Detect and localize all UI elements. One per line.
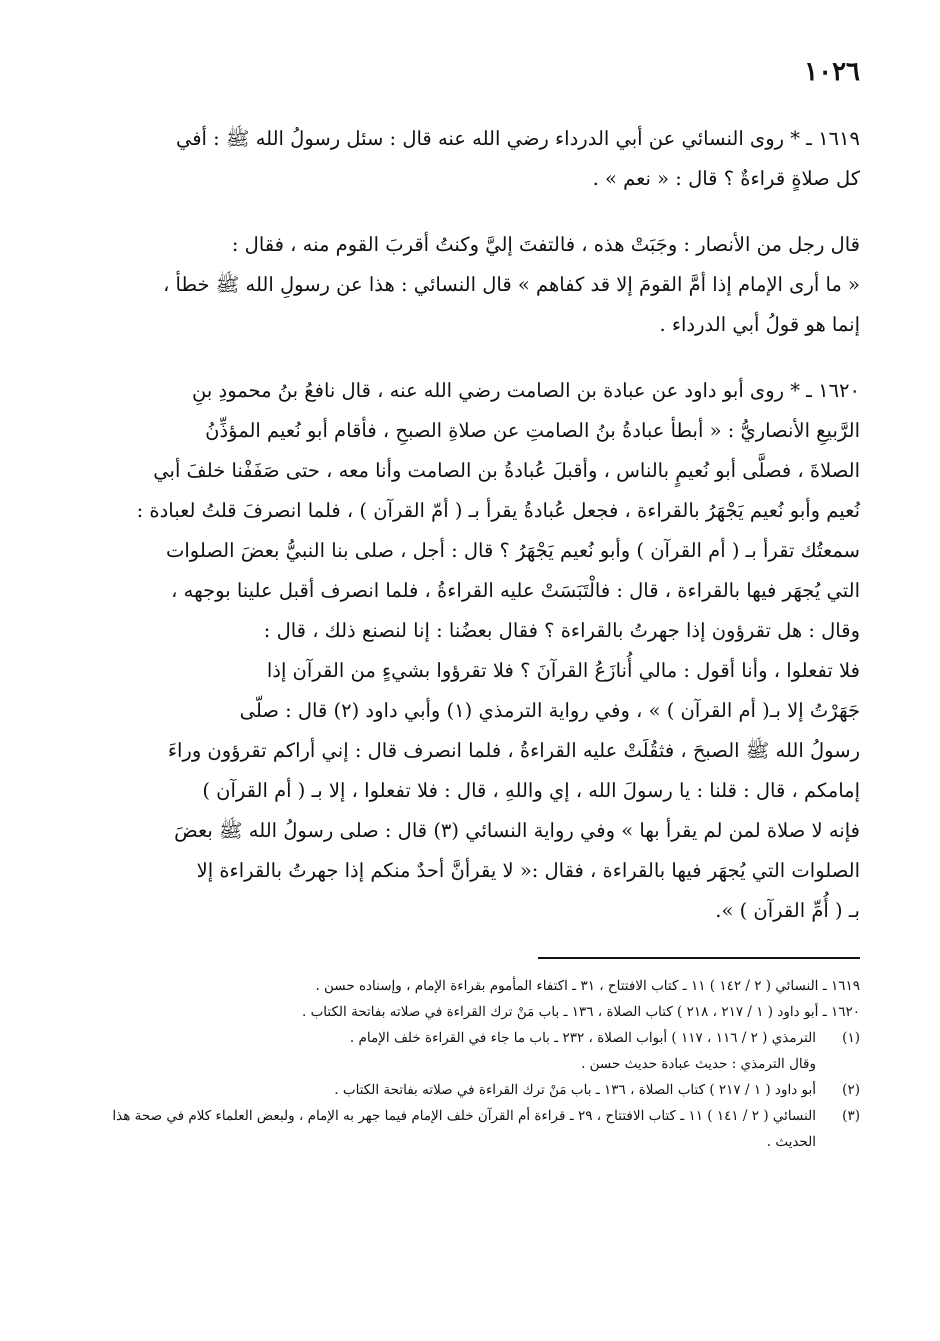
footnote-marker: (١) bbox=[842, 1030, 860, 1046]
text-line: ١٦١٩ ـ * روى النسائي عن أبي الدرداء رضي الله عنه قال : سئل رسولُ الله ﷺ : أفي bbox=[175, 127, 860, 150]
text-line: سمعتُك تقرأ بـ ( أم القرآن ) وأبو نُعيم يَجْهَرُ ؟ قال : أجل ، صلى بنا النبيُّ بعضَ الصلوات bbox=[165, 539, 860, 562]
footnote bbox=[112, 1103, 860, 1155]
text-line: نُعيم وأبو نُعيم يَجْهَرُ بالقراءة ، فجعل عُبادةُ يقرأ بـ ( أمّ القرآن ) ، فلما انصرفَ قلتُ لعبادة : bbox=[136, 499, 860, 522]
footnote-text: وقال الترمذي : حديث عبادة حديث حسن . bbox=[581, 1056, 816, 1072]
hadith-1619-commentary bbox=[112, 225, 860, 345]
footnote-marker: (٢) bbox=[842, 1082, 860, 1098]
text-line: « ما أرى الإمام إذا أمَّ القومَ إلا قد كفاهم » قال النسائي : هذا عن رسولِ الله ﷺ خطأ ، bbox=[163, 273, 860, 296]
footnote-text: ١٦٢٠ ـ أبو داود ( ١ / ٢١٧ ، ٢١٨ ) كتاب الصلاة ، ١٣٦ ـ باب مَنْ ترك القراءة في صلاته بفاتحة الكتاب . bbox=[302, 1004, 860, 1020]
text-line: التي يُجهَر فيها بالقراءة ، قال : فالْتَبَسَتْ عليه القراءةُ ، فلما انصرف أقبل علينا بوجهه ، bbox=[171, 579, 860, 602]
footnote bbox=[112, 1051, 860, 1077]
footnote-text: النسائي ( ٢ / ١٤١ ) ١١ ـ كتاب الافتتاح ، ٢٩ ـ قراءة أم القرآن خلف الإمام فيما جهر به الإمام ، ولبعض العلماء كلام في صحة هذا الحديث . bbox=[112, 1108, 816, 1150]
page-number: ١٠٢٦ bbox=[804, 57, 860, 87]
footnote bbox=[112, 1077, 860, 1103]
footnotes bbox=[112, 973, 860, 1155]
footnote bbox=[112, 999, 860, 1025]
text-line: جَهَرْتُ إلا بـ( أم القرآن ) » ، وفي رواية الترمذي (١) وأبي داود (٢) قال : صلّى bbox=[239, 699, 860, 722]
footnote bbox=[112, 973, 860, 999]
footnote bbox=[112, 1025, 860, 1051]
text-line: رسولُ الله ﷺ الصبحَ ، فثقُلَتْ عليه القراءةُ ، فلما انصرف قال : إني أراكم تقرؤون وراءَ bbox=[167, 739, 860, 762]
text-line: فإنه لا صلاة لمن لم يقرأ بها » وفي رواية النسائي (٣) قال : صلى رسولُ الله ﷺ بعضَ bbox=[174, 819, 860, 842]
footnote-divider bbox=[538, 957, 860, 959]
text-line: كل صلاةٍ قراءةٌ ؟ قال : « نعم » . bbox=[592, 167, 860, 190]
footnote-marker: (٣) bbox=[842, 1108, 860, 1124]
text-line: وقال : هل تقرؤون إذا جهرتُ بالقراءة ؟ فقال بعضُنا : إنا لنصنع ذلك ، قال : bbox=[263, 619, 860, 642]
text-line: ١٦٢٠ ـ * روى أبو داود عن عبادة بن الصامت رضي الله عنه ، قال نافعُ بنُ محمودِ بنِ bbox=[192, 379, 860, 402]
text-line: الصلوات التي يُجهَر فيها بالقراءة ، فقال :« لا يقرأنَّ أحدٌ منكم إذا جهرتُ بالقراءة إلا bbox=[196, 859, 860, 882]
text-line: إمامكم ، قال : قلنا : يا رسولَ الله ، إي واللهِ ، قال : فلا تفعلوا ، إلا بـ ( أم القرآن ) bbox=[202, 779, 860, 802]
text-line: بـ ( أُمِّ القرآن ) ». bbox=[715, 899, 860, 922]
footnote-text: ١٦١٩ ـ النسائي ( ٢ / ١٤٢ ) ١١ ـ كتاب الافتتاح ، ٣١ ـ اكتفاء المأموم بقراءة الإمام ، وإسناده حسن . bbox=[315, 978, 860, 994]
text-line: قال رجل من الأنصار : وجَبَتْ هذه ، فالتفتَ إليَّ وكنتُ أقربَ القوم منه ، فقال : bbox=[231, 233, 860, 256]
text-line: إنما هو قولُ أبي الدرداء . bbox=[659, 313, 860, 336]
hadith-1619 bbox=[112, 119, 860, 199]
footnote-text: الترمذي ( ٢ / ١١٦ ، ١١٧ ) أبواب الصلاة ، ٢٣٢ ـ باب ما جاء في القراءة خلف الإمام . bbox=[349, 1030, 816, 1046]
footnote-text: أبو داود ( ١ / ٢١٧ ) كتاب الصلاة ، ١٣٦ ـ باب مَنْ ترك القراءة في صلاته بفاتحة الكتاب . bbox=[334, 1082, 816, 1098]
text-line: الصلاةَ ، فصلَّى أبو نُعيمٍ بالناس ، وأقبلَ عُبادةُ بن الصامت وأنا معه ، حتى صَفَفْنا خلفَ أبي bbox=[153, 459, 860, 482]
text-line: فلا تفعلوا ، وأنا أقول : مالي أُنازَعُ القرآنَ ؟ فلا تقرؤوا بشيءٍ من القرآن إذا bbox=[266, 659, 860, 682]
text-line: الرَّبيعِ الأنصاريُّ : « أبطأ عبادةُ بنُ الصامتِ عن صلاةِ الصبحِ ، فأقام أبو نُعيم المؤذِّنُ bbox=[205, 419, 860, 442]
hadith-1620 bbox=[112, 371, 860, 931]
